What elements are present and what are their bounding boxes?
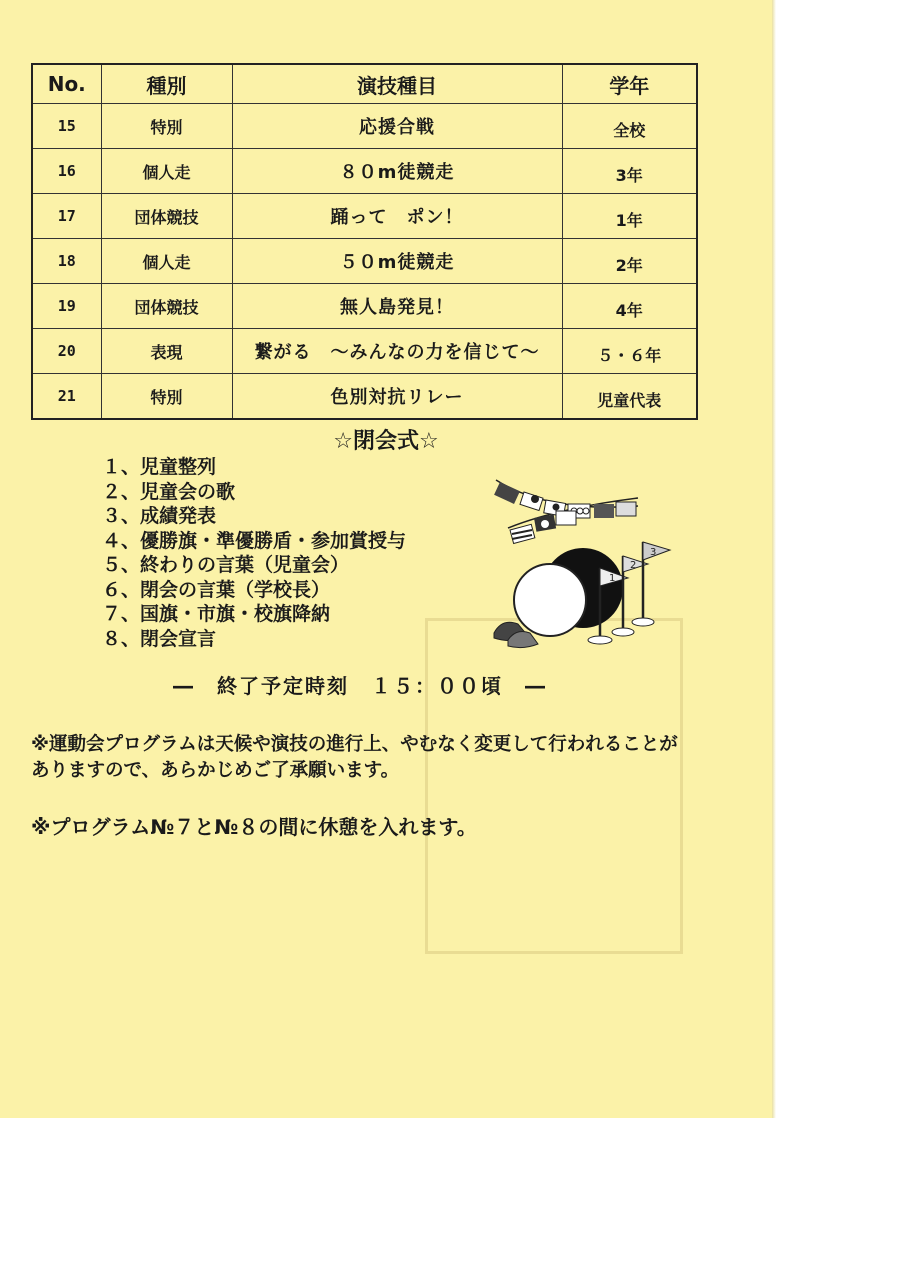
- flag-number: 2: [630, 560, 637, 571]
- row-no: 20: [32, 329, 101, 374]
- header-type: 種別: [101, 64, 232, 104]
- list-item: ４、優勝旗・準優勝盾・参加賞授与: [102, 529, 407, 552]
- program-change-note: ※運動会プログラムは天候や演技の進行上、やむなく変更して行われることがありますので、あらかじめご了承願います。: [31, 734, 678, 781]
- row-type: 特別: [101, 374, 232, 420]
- row-grade: ５・６年: [562, 329, 697, 374]
- closing-ceremony-title: ☆閉会式☆: [333, 429, 439, 454]
- list-item: ２、児童会の歌: [102, 480, 236, 503]
- table-row: [32, 194, 697, 239]
- table-row: [32, 284, 697, 329]
- row-grade: 児童代表: [562, 374, 697, 420]
- row-item: ８０m徒競走: [232, 149, 562, 194]
- end-time: ― 終了予定時刻 １５：００頃 ―: [173, 674, 547, 698]
- row-item: 繋がる ～みんなの力を信じて～: [232, 329, 562, 374]
- list-item: １、児童整列: [102, 456, 217, 478]
- row-item: 踊って ポン！: [232, 194, 562, 239]
- row-grade: 2年: [562, 239, 697, 284]
- table-row: [32, 149, 697, 194]
- list-item: ８、閉会宣言: [102, 627, 217, 650]
- closing-ceremony-list: [102, 455, 406, 651]
- list-item: ５、終わりの言葉（児童会）: [102, 554, 350, 576]
- row-type: 個人走: [101, 149, 232, 194]
- row-item: ５０m徒競走: [232, 239, 562, 284]
- row-no: 15: [32, 104, 101, 149]
- header-grade: 学年: [562, 64, 697, 104]
- list-item: ７、国旗・市旗・校旗降納: [102, 603, 331, 625]
- list-item: ３、成績発表: [102, 505, 217, 527]
- row-type: 表現: [101, 329, 232, 374]
- table-header-row: [32, 64, 697, 104]
- row-type: 団体競技: [101, 194, 232, 239]
- row-no: 21: [32, 374, 101, 420]
- program-table: [31, 63, 698, 420]
- row-type: 団体競技: [101, 284, 232, 329]
- table-row: [32, 239, 697, 284]
- row-item: 色別対抗リレー: [232, 374, 562, 420]
- row-no: 19: [32, 284, 101, 329]
- row-grade: 1年: [562, 194, 697, 239]
- row-item: 応援合戦: [232, 104, 562, 149]
- list-item: ６、閉会の言葉（学校長）: [102, 578, 331, 601]
- row-type: 個人走: [101, 239, 232, 284]
- row-grade: 3年: [562, 149, 697, 194]
- row-grade: 全校: [562, 104, 697, 149]
- break-note: ※プログラム№７と№８の間に休憩を入れます。: [31, 815, 477, 839]
- row-grade: 4年: [562, 284, 697, 329]
- table-row: [32, 329, 697, 374]
- flag-number: 1: [609, 573, 616, 584]
- row-no: 16: [32, 149, 101, 194]
- header-no: No.: [32, 64, 101, 104]
- flag-number: 3: [650, 547, 657, 558]
- header-item: 演技種目: [232, 64, 562, 104]
- row-no: 18: [32, 239, 101, 284]
- table-row: [32, 374, 697, 420]
- row-no: 17: [32, 194, 101, 239]
- row-type: 特別: [101, 104, 232, 149]
- faded-frame: [425, 618, 683, 954]
- row-item: 無人島発見！: [232, 284, 562, 329]
- sports-day-illustration-icon: [488, 468, 688, 653]
- table-row: [32, 104, 697, 149]
